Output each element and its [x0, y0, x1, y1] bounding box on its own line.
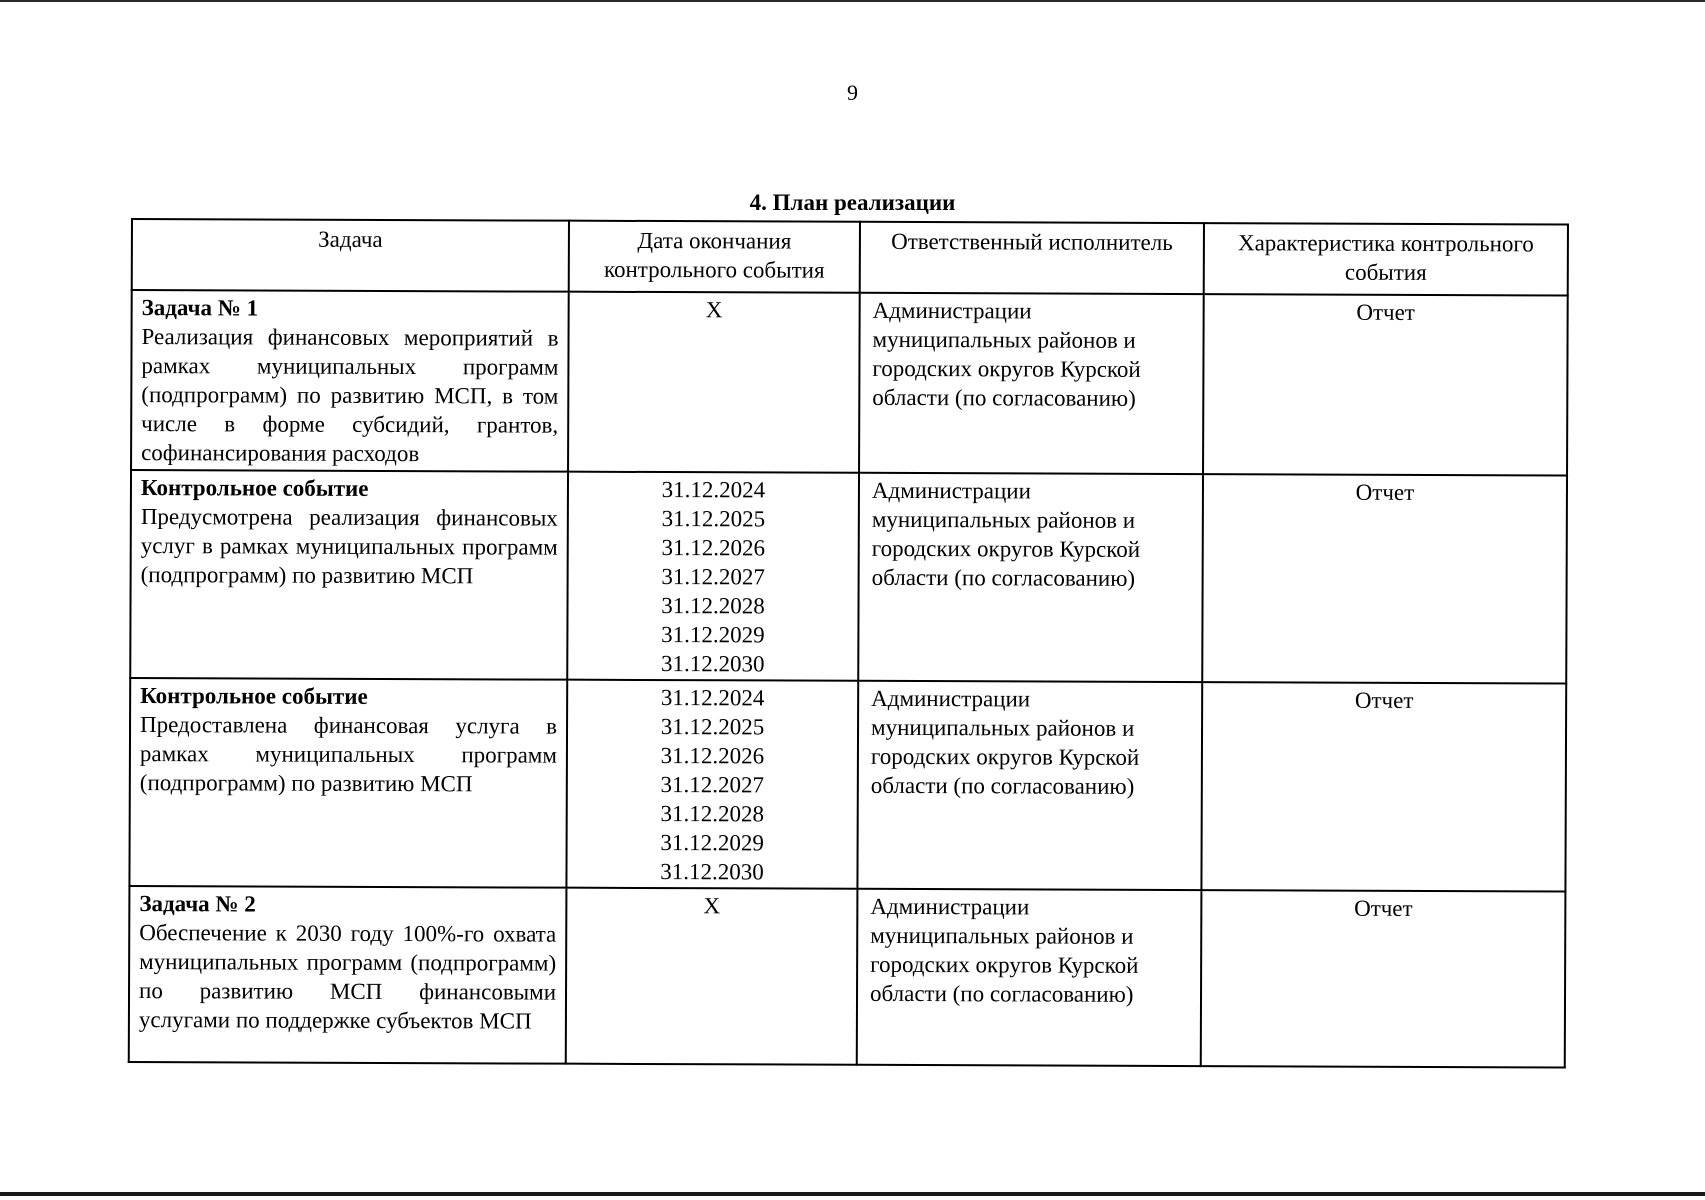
- date-cell: [567, 472, 859, 681]
- table-row: [131, 290, 1568, 476]
- date-value: Х: [703, 893, 721, 919]
- characteristic-cell: Отчет: [1203, 294, 1568, 475]
- implementation-plan-table: [128, 218, 1569, 1069]
- date-value: 31.12.2028: [660, 801, 765, 827]
- task-description: Предусмотрена реализация финансовых услуг в рамках муниципальных программ (подпрограмм) по развитию МСП: [140, 504, 558, 589]
- header-executor: Ответственный исполнитель: [860, 222, 1204, 294]
- task-description: Предоставлена финансовая услуга в рамках муниципальных программ (подпрограмм) по развитию МСП: [139, 712, 558, 797]
- date-value: 31.12.2028: [661, 593, 765, 619]
- task-cell: [130, 470, 568, 680]
- date-value: 31.12.2025: [661, 506, 766, 532]
- task-cell: [129, 886, 567, 1064]
- page-number: 9: [847, 80, 858, 105]
- task-heading: Задача № 1: [141, 295, 259, 321]
- characteristic-cell: Отчет: [1201, 890, 1566, 1067]
- date-value: 31.12.2024: [660, 685, 765, 711]
- header-task: Задача: [132, 219, 569, 292]
- characteristic-cell: Отчет: [1202, 474, 1567, 683]
- date-cell: [566, 680, 858, 889]
- task-heading: Контрольное событие: [140, 683, 368, 709]
- header-characteristic: Характеристика контрольного события: [1204, 223, 1568, 295]
- executor-cell: Администрации муниципальных районов и городских округов Курской области (по согласованию): [857, 681, 1202, 890]
- task-heading: Контрольное событие: [140, 475, 369, 501]
- task-cell: [129, 678, 567, 888]
- date-value: 31.12.2026: [660, 743, 765, 769]
- date-value: 31.12.2027: [660, 772, 765, 798]
- date-value: 31.12.2030: [660, 651, 765, 677]
- date-value: 31.12.2026: [661, 535, 766, 561]
- header-end-date: Дата окончания контрольного события: [569, 221, 860, 293]
- date-cell: [568, 292, 860, 473]
- executor-cell: Администрации муниципальных районов и городских округов Курской области (по согласованию): [857, 889, 1202, 1066]
- scan-edge-top: [0, 0, 1705, 2]
- table-header-row: [132, 219, 1568, 296]
- date-value: 31.12.2030: [660, 859, 764, 885]
- executor-cell: Администрации муниципальных районов и городских округов Курской области (по согласованию): [859, 293, 1204, 474]
- scan-edge-bottom: [0, 1192, 1705, 1196]
- date-value: 31.12.2025: [660, 714, 765, 740]
- date-value: 31.12.2029: [660, 830, 764, 856]
- date-value: Х: [705, 297, 723, 323]
- date-value: 31.12.2027: [661, 564, 765, 590]
- table-row: [130, 470, 1567, 684]
- task-description: Обеспечение к 2030 году 100%-го охвата муниципальных программ (подпрограмм) по развитию МСП финансовыми услугами по поддержке субъектов МСП: [138, 920, 557, 1034]
- date-value: 31.12.2024: [661, 477, 766, 503]
- table-row: [129, 886, 1566, 1068]
- date-cell: [566, 888, 858, 1065]
- task-description: Реализация финансовых мероприятий в рамках муниципальных программ (подпрограмм) по развитию МСП, в том числе в форме субсидий, грантов, софинансирования расходов: [141, 324, 559, 467]
- task-heading: Задача № 2: [139, 891, 256, 917]
- section-title: 4. План реализации: [749, 190, 956, 215]
- characteristic-cell: Отчет: [1201, 682, 1566, 891]
- date-value: 31.12.2029: [661, 622, 765, 648]
- executor-cell: Администрации муниципальных районов и городских округов Курской области (по согласованию): [858, 473, 1203, 682]
- table-row: [129, 678, 1566, 892]
- task-cell: [131, 290, 569, 472]
